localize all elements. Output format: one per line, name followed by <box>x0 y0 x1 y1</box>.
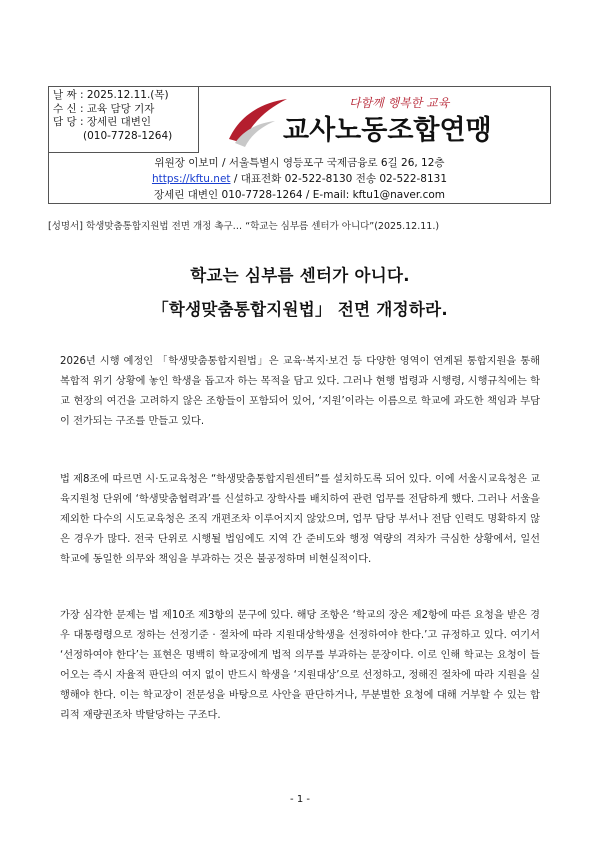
org-logo <box>199 87 552 153</box>
body-paragraph-3 <box>60 606 540 726</box>
contact-phones: / 대표전화 02-522-8130 전송 02-522-8131 <box>230 173 448 185</box>
logo-slogan: 다함께 행복한 교육 <box>349 96 450 110</box>
contact-address: 위원장 이보미 / 서울특별시 영등포구 국제금융로 6길 26, 12층 <box>154 157 445 169</box>
release-meta <box>49 87 199 153</box>
logo-org-name: 교사노동조합연맹 <box>283 115 492 146</box>
statement-tag: [성명서] 학생맞춤통합지원법 전면 개정 촉구… “학교는 심부름 센터가 아니다”(2025.12.11.) <box>48 221 440 232</box>
title-line-1: 학교는 심부름 센터가 아니다. <box>190 266 410 285</box>
contact-phone-line <box>49 171 550 187</box>
release-contact-phone: (010-7728-1264) <box>83 129 173 142</box>
body-paragraph-1 <box>60 352 540 432</box>
body-paragraph-2 <box>60 470 540 570</box>
paragraph-text: 가장 심각한 문제는 법 제10조 제3항의 문구에 있다. 해당 조항은 ‘학교의 장은 제2항에 따른 요청을 받은 경우 대통령령으로 정하는 선정기준 · 절차에 따라 지원대상학생을 선정하여야 한다.’고 규정하고 있다. 여기서 ‘선정하여야 한다’는 표현은 명백히 학교장에게 법적 의무를 부과하는 문장이다. 이로 인해 학교는 요청이 들어오는 즉시 자율적 판단의 여지 없이 반드시 학생을 ‘지원대상’으로 선정하고, 정해진 절차에 따라 지원을 실행해야 한다. 이는 학교장이 전문성을 바탕으로 사안을 판단하거나, 무분별한 요청에 대해 거부할 수 있는 합리적 재량권조차 박탈당하는 구조다. <box>60 610 540 721</box>
logo-mark-icon <box>199 87 552 153</box>
title-line-2: 「학생맞춤통합지원법」 전면 개정하라. <box>152 300 448 319</box>
paragraph-text: 법 제8조에 따르면 시·도교육청은 “학생맞춤통합지원센터”를 설치하도록 되어 있다. 이에 서울시교육청은 교육지원청 단위에 ‘학생맞춤협력과’를 신설하고 장학사를 배치하여 관련 업무를 전담하게 했다. 그러나 서울을 제외한 다수의 시도교육청은 조직 개편조차 이루어지지 않았으며, 업무 담당 부서나 전담 인력도 명확하지 않은 경우가 많다. 전국 단위로 시행될 법임에도 지역 간 준비도와 행정 역량의 격차가 극심한 상황에서, 일선 학교에 동일한 의무와 책임을 부과하는 것은 불공정하며 비현실적이다. <box>60 474 540 565</box>
contact-spokesperson: 장세린 대변인 010-7728-1264 / E-mail: kftu1@naver.com <box>153 189 446 201</box>
release-date: 날 짜 : 2025.12.11.(목) <box>53 89 169 101</box>
website-link[interactable]: https://kftu.net <box>151 173 231 185</box>
paragraph-text: 2026년 시행 예정인 「학생맞춤통합지원법」은 교육·복지·보건 등 다양한 영역이 연계된 통합지원을 통해 복합적 위기 상황에 놓인 학생을 돕고자 하는 목적을 담고 있다. 그러나 현행 법령과 시행령, 시행규칙에는 학교 현장의 여건을 고려하지 않은 조항들이 포함되어 있어, ‘지원’이라는 이름으로 학교에 과도한 책임과 부담이 전가되는 구조를 만들고 있다. <box>60 356 540 427</box>
page-number: - 1 - <box>290 794 310 805</box>
press-release-header <box>48 86 551 204</box>
release-recipient: 수 신 : 교육 담당 기자 <box>53 102 155 115</box>
org-contact-info <box>49 153 550 207</box>
release-contact-person: 담 당 : 장세린 대변인 <box>53 116 152 128</box>
